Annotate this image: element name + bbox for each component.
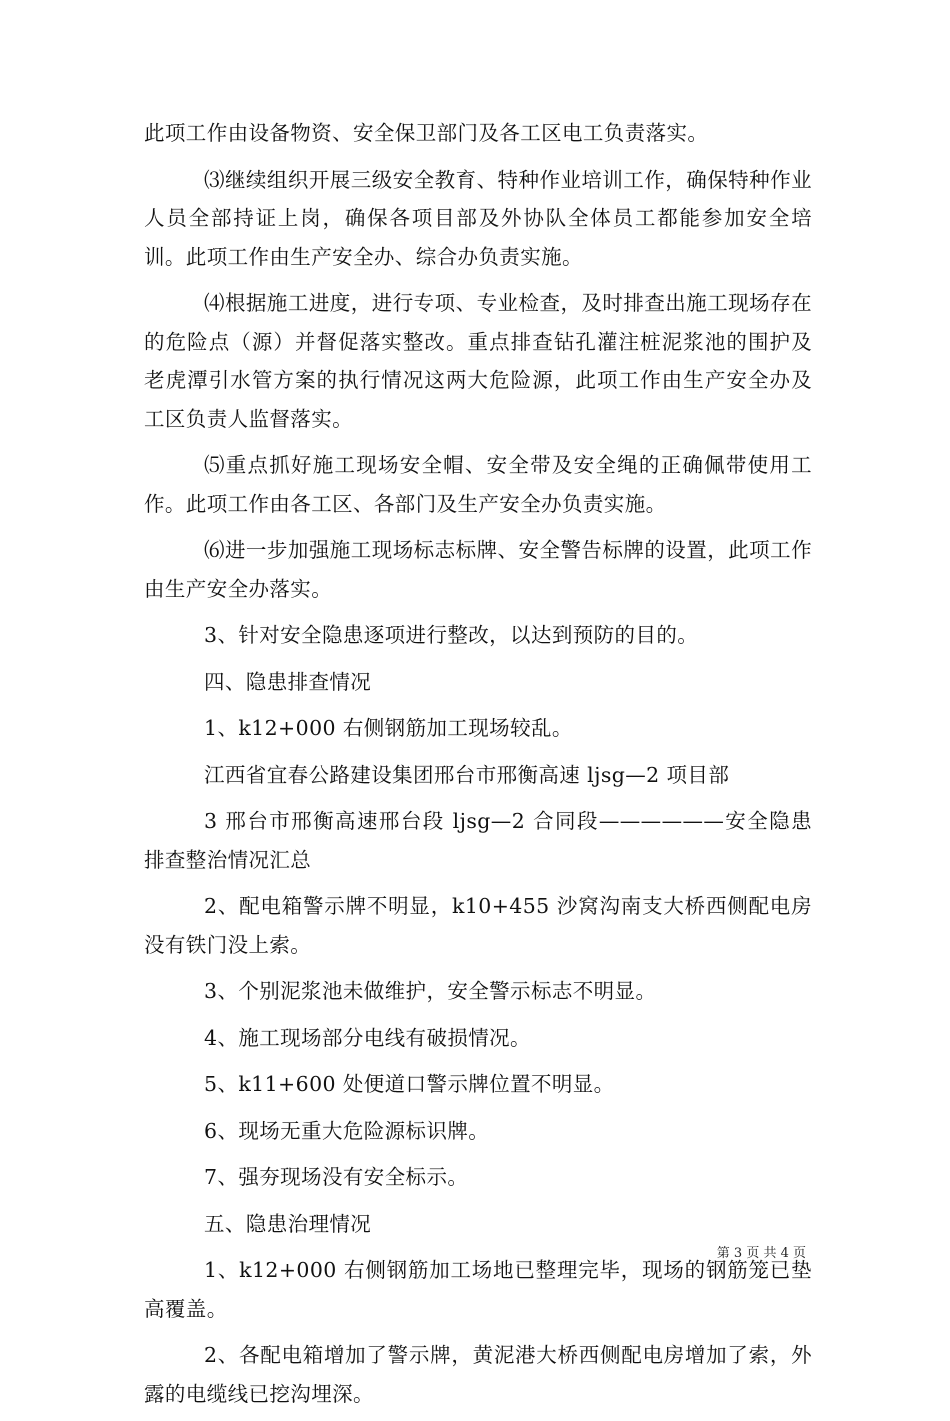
paragraph-14: 5、k11+600 处便道口警示牌位置不明显。 — [204, 1072, 615, 1096]
paragraph-1: 此项工作由设备物资、安全保卫部门及各工区电工负责落实。 — [144, 121, 709, 145]
paragraph-19: 2、各配电箱增加了警示牌，黄泥港大桥西侧配电房增加了索，外露的电缆线已挖沟埋深。 — [144, 1343, 812, 1406]
paragraph-9: 江西省宜春公路建设集团邢台市邢衡高速 ljsg—2 项目部 — [204, 762, 730, 787]
paragraph-18: 1、k12+000 右侧钢筋加工场地已整理完毕，现场的钢筋笼已垫高覆盖。 — [144, 1258, 812, 1321]
paragraph-15: 6、现场无重大危险源标识牌。 — [204, 1118, 490, 1143]
paragraph-16: 7、强夯现场没有安全标示。 — [204, 1165, 469, 1189]
paragraph-12: 3、个别泥浆池未做维护，安全警示标志不明显。 — [204, 979, 657, 1003]
paragraph-8: 1、k12+000 右侧钢筋加工现场较乱。 — [204, 716, 573, 740]
paragraph-11: 2、配电箱警示牌不明显，k10+455 沙窝沟南支大桥西侧配电房没有铁门没上索。 — [144, 894, 812, 957]
document-body — [144, 114, 812, 1421]
paragraph-10: 3 邢台市邢衡高速邢台段 ljsg—2 合同段——————安全隐患排查整治情况汇总 — [144, 809, 812, 872]
page-footer: 第 3 页 共 4 页 — [716, 1246, 806, 1261]
paragraph-13: 4、施工现场部分电线有破损情况。 — [204, 1025, 531, 1050]
paragraph-5: ⑹进一步加强施工现场标志标牌、安全警告标牌的设置，此项工作由生产安全办落实。 — [144, 538, 812, 601]
paragraph-2: ⑶继续组织开展三级安全教育、特种作业培训工作，确保特种作业人员全部持证上岗，确保各项目部及外协队全体员工都能参加安全培训。此项工作由生产安全办、综合办负责实施。 — [144, 167, 812, 269]
section-heading-4: 四、隐患排查情况 — [204, 669, 372, 694]
section-heading-5: 五、隐患治理情况 — [204, 1211, 372, 1236]
paragraph-6: 3、针对安全隐患逐项进行整改，以达到预防的目的。 — [204, 623, 699, 647]
paragraph-3: ⑷根据施工进度，进行专项、专业检查，及时排查出施工现场存在的危险点（源）并督促落实整改。重点排查钻孔灌注桩泥浆池的围护及老虎潭引水管方案的执行情况这两大危险源，此项工作由生产安全办及工区负责人监督落实。 — [144, 291, 812, 431]
paragraph-4: ⑸重点抓好施工现场安全帽、安全带及安全绳的正确佩带使用工作。此项工作由各工区、各部门及生产安全办负责实施。 — [144, 453, 812, 516]
